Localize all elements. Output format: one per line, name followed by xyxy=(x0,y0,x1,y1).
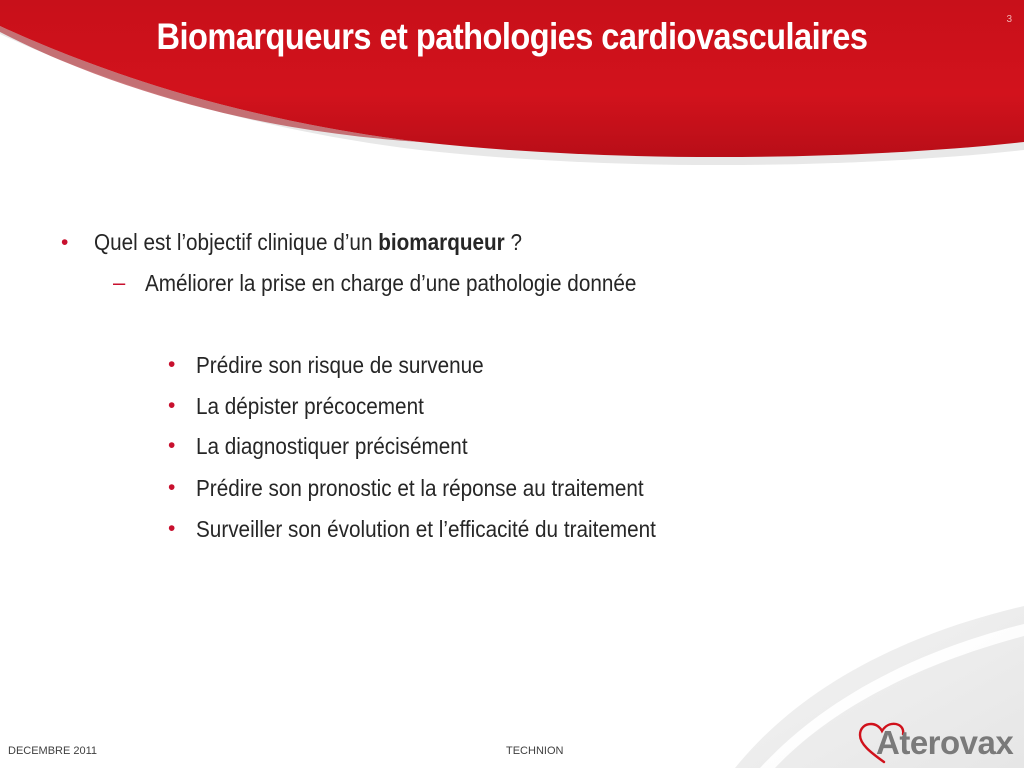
bullet-marker: • xyxy=(168,434,176,457)
bullet-marker: • xyxy=(168,394,176,417)
dash-marker: – xyxy=(113,270,126,295)
question-suffix: ? xyxy=(504,229,523,255)
footer-center: TECHNION xyxy=(506,745,564,757)
bullet-marker: • xyxy=(168,476,176,499)
footer-date: DECEMBRE 2011 xyxy=(8,745,98,757)
bullet-marker: • xyxy=(168,517,176,540)
answer-line: Améliorer la prise en charge d’une pathologie donnée xyxy=(145,270,637,296)
list-item: Prédire son risque de survenue xyxy=(196,352,484,378)
logo-text: Aterovax xyxy=(876,724,1014,761)
slide-title: Biomarqueurs et pathologies cardiovasculaires xyxy=(156,16,868,57)
slide-number: 3 xyxy=(1006,14,1012,25)
list-item: Prédire son pronostic et la réponse au traitement xyxy=(196,475,644,501)
bullet-marker: • xyxy=(61,231,69,254)
question-keyword: biomarqueur xyxy=(378,229,505,255)
list-item: La dépister précocement xyxy=(196,393,424,419)
question-line xyxy=(94,229,522,256)
bullet-marker: • xyxy=(168,353,176,376)
list-item: La diagnostiquer précisément xyxy=(196,433,468,459)
question-prefix: Quel est l’objectif clinique d’un xyxy=(94,229,379,255)
list-item: Surveiller son évolution et l’efficacité du traitement xyxy=(196,516,656,542)
